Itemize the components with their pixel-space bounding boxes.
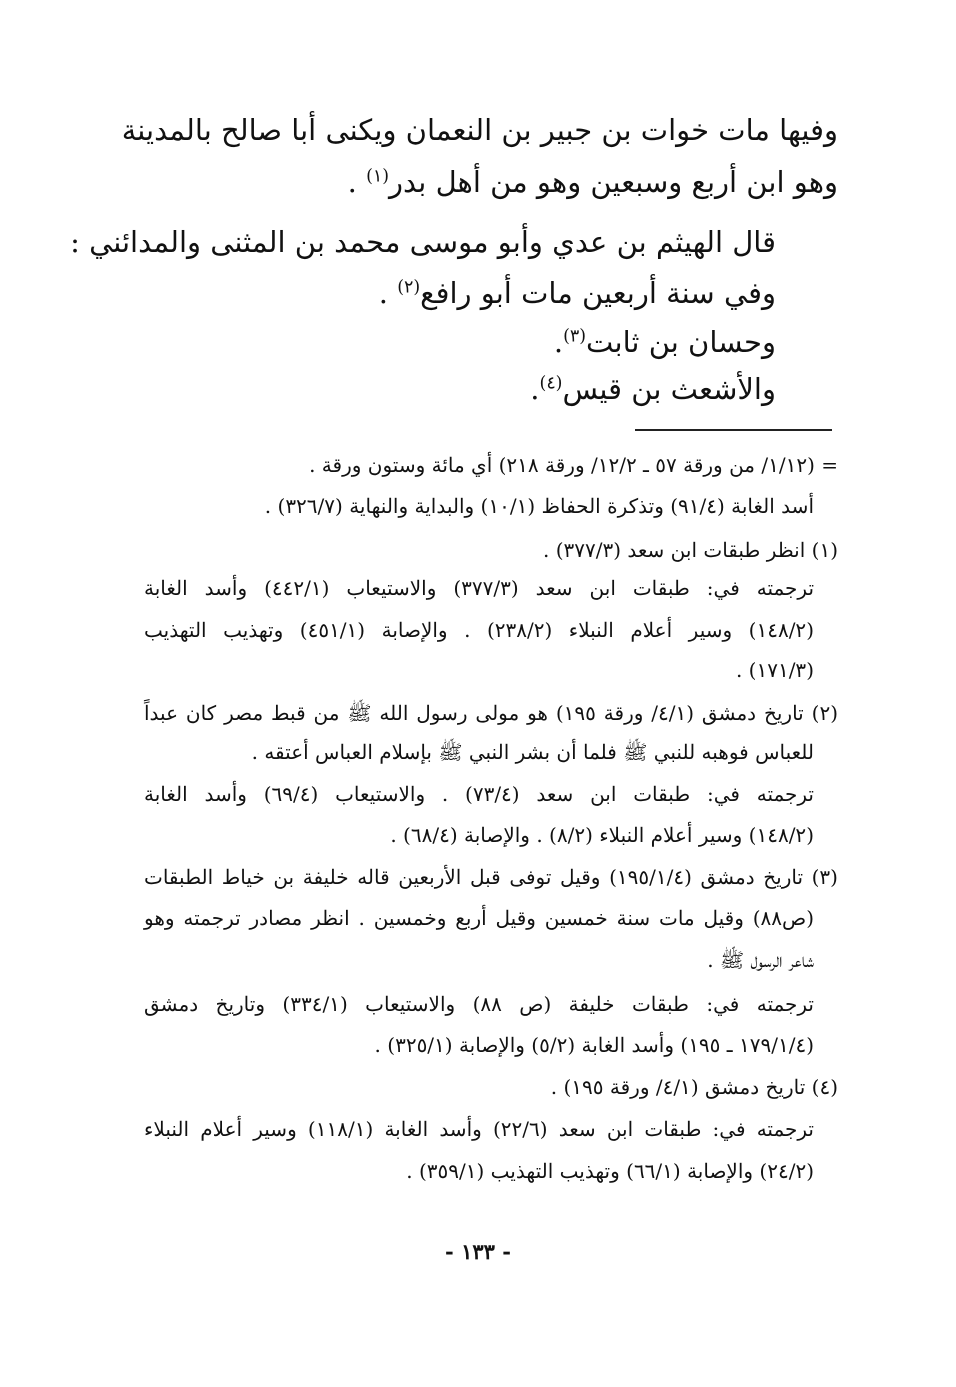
footnote-marker-2: (٢)	[397, 277, 421, 298]
poem-line-3-end: .	[553, 325, 564, 359]
footnote-continuation-1: = (١/١٢/ من ورقة ٥٧ ـ ١٢/٢/ ورقة ٢١٨) أي مائة وستون ورقة .	[309, 453, 838, 477]
footnote-4-line-2: ترجمته في: طبقات ابن سعد (٢٢/٦) وأسد الغابة (١١٨/١) وسير أعلام النبلاء	[144, 1117, 814, 1141]
footnote-1-line-4: (١٧١/٣) .	[735, 658, 814, 682]
footnote-continuation-2: أسد الغابة (٩١/٤) وتذكرة الحفاظ (١٠/١) والبداية والنهاية (٣٢٦/٧) .	[264, 494, 814, 518]
poem-line-3-text: وحسان بن ثابت	[586, 325, 776, 359]
footnote-3-line-1: (٣) تاريخ دمشق (١٩٥/١/٤) وقيل توفى قبل الأربعين قاله خليفة بن خياط الطبقات	[144, 865, 838, 889]
poem-line-4-text: والأشعث بن قيس	[562, 372, 776, 406]
footnote-1-line-3: (١٤٨/٢) وسير أعلام النبلاء (٢٣٨/٢) . والإصابة (٤٥١/١) وتهذيب التهذيب	[144, 618, 814, 642]
footnote-marker-1: (١)	[366, 166, 390, 187]
main-text-line-2	[347, 165, 838, 199]
footnote-2-line-3: ترجمته في: طبقات ابن سعد (٧٣/٤) . والاستيعاب (٦٩/٤) وأسد الغابة	[144, 782, 815, 806]
main-text-line-2-end: .	[347, 165, 367, 199]
poem-line-2-text: وفي سنة أربعين مات أبو رافع	[420, 276, 776, 310]
footnote-1-line-1: (١) انظر طبقات ابن سعد (٣٧٧/٣) .	[542, 538, 838, 562]
footnote-4-line-1: (٤) تاريخ دمشق (٤/١/ ورقة ١٩٥) .	[550, 1075, 838, 1099]
footnote-3-line-5: (١٧٩/١/٤ ـ ١٩٥) وأسد الغابة (٥/٢) والإصابة (٣٢٥/١) .	[374, 1033, 814, 1057]
footnote-2-line-4: (١٤٨/٢) وسير أعلام النبلاء (٨/٢) . والإصابة (٦٨/٤) .	[390, 823, 814, 847]
footnote-marker-4: (٤)	[539, 373, 563, 394]
poem-line-4-end: .	[530, 372, 540, 406]
footnote-separator	[635, 429, 832, 431]
footnote-4-line-3: (٢٤/٢) والإصابة (٦٦/١) وتهذيب التهذيب (٣٥٩/١) .	[406, 1159, 814, 1183]
poem-line-4	[530, 372, 776, 406]
main-text-line-2-text: وهو ابن أربع وسبعين وهو من أهل بدر	[389, 165, 838, 199]
footnote-marker-3: (٣)	[563, 326, 587, 347]
footnote-3-line-3: شاعر الرسول ﷺ .	[707, 948, 814, 972]
footnote-3-line-4: ترجمته في: طبقات خليفة (ص ٨٨) والاستيعاب (٣٣٤/١) وتاريخ دمشق	[144, 992, 815, 1016]
footnote-2-line-1: (٢) تاريخ دمشق (٤/١/ ورقة ١٩٥) هو مولى رسول الله ﷺ من قبط مصر كان عبداً	[144, 701, 838, 725]
main-text-line-1: وفيها مات خوات بن جبير بن النعمان ويكنى أبا صالح بالمدينة	[121, 113, 838, 147]
poem-line-3	[553, 325, 776, 359]
footnote-3-line-2: (ص٨٨) وقيل مات سنة خمسين وقيل أربع وخمسين . انظر مصادر ترجمته وهو	[144, 906, 814, 930]
footnote-2-line-2: للعباس فوهبه للنبي ﷺ فلما أن بشر النبي ﷺ بإسلام العباس أعتقه .	[251, 740, 814, 764]
poem-line-1: قال الهيثم بن عدي وأبو موسى محمد بن المثنى والمدائني :	[70, 225, 776, 259]
poem-line-2	[378, 276, 776, 310]
footnote-1-line-2: ترجمته في: طبقات ابن سعد (٣٧٧/٣) والاستيعاب (٤٤٢/١) وأسد الغابة	[144, 576, 815, 600]
poem-line-2-end: .	[378, 276, 398, 310]
page-number: - ١٣٣ -	[445, 1239, 511, 1264]
